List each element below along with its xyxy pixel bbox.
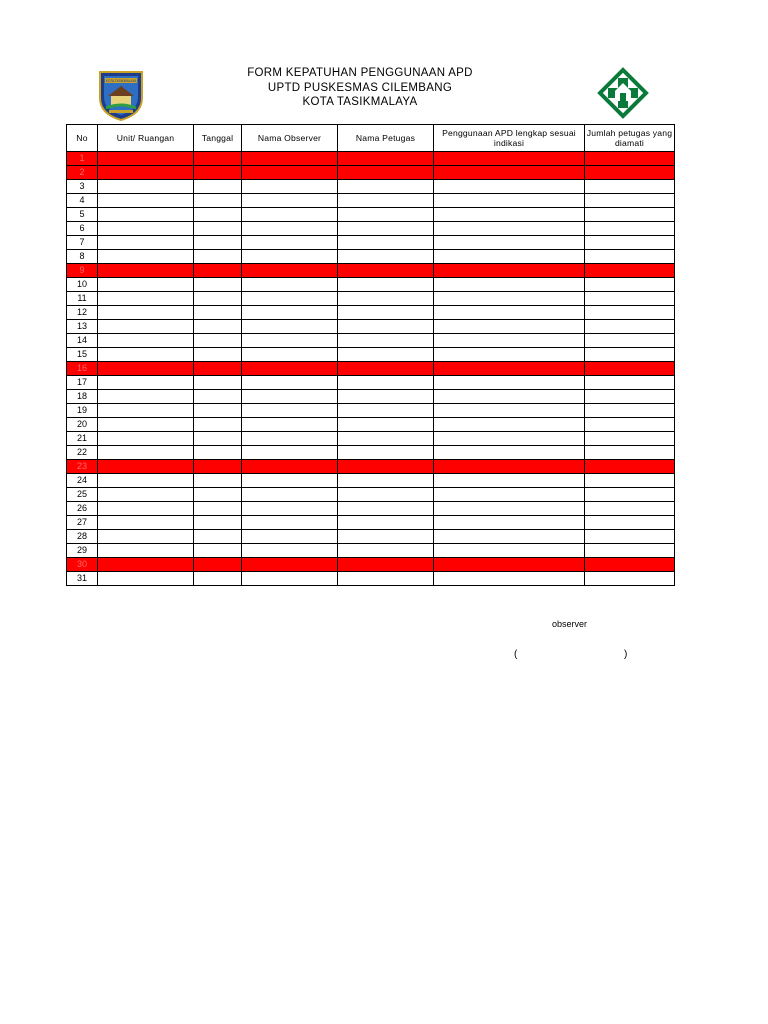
table-row [67, 194, 675, 208]
table-cell[interactable] [585, 292, 675, 306]
table-cell[interactable] [242, 278, 338, 292]
table-cell[interactable] [194, 376, 242, 390]
table-cell[interactable] [242, 362, 338, 376]
table-cell[interactable] [338, 404, 434, 418]
table-cell[interactable] [434, 516, 585, 530]
table-cell[interactable] [242, 390, 338, 404]
table-cell[interactable] [434, 348, 585, 362]
row-number: 31 [67, 572, 98, 586]
row-number: 22 [67, 446, 98, 460]
table-cell[interactable] [194, 334, 242, 348]
table-cell[interactable] [338, 166, 434, 180]
table-cell[interactable] [194, 236, 242, 250]
table-cell[interactable] [338, 516, 434, 530]
table-row [67, 264, 675, 278]
table-row [67, 572, 675, 586]
table-cell[interactable] [194, 180, 242, 194]
row-number: 30 [67, 558, 98, 572]
table-row [67, 362, 675, 376]
table-cell[interactable] [585, 348, 675, 362]
row-number: 25 [67, 488, 98, 502]
table-cell[interactable] [585, 390, 675, 404]
table-cell[interactable] [98, 152, 194, 166]
table-cell[interactable] [338, 334, 434, 348]
table-cell[interactable] [194, 460, 242, 474]
table-cell[interactable] [338, 292, 434, 306]
table-row [67, 376, 675, 390]
table-cell[interactable] [338, 558, 434, 572]
table-cell[interactable] [194, 488, 242, 502]
table-cell[interactable] [194, 432, 242, 446]
table-cell[interactable] [194, 572, 242, 586]
table-row [67, 306, 675, 320]
table-row [67, 558, 675, 572]
table-cell[interactable] [98, 558, 194, 572]
table-cell[interactable] [434, 292, 585, 306]
row-number: 12 [67, 306, 98, 320]
table-cell[interactable] [434, 530, 585, 544]
table-cell[interactable] [98, 166, 194, 180]
table-cell[interactable] [98, 348, 194, 362]
table-cell[interactable] [98, 572, 194, 586]
table-row [67, 432, 675, 446]
table-cell[interactable] [242, 180, 338, 194]
table-cell[interactable] [585, 362, 675, 376]
row-number: 7 [67, 236, 98, 250]
table-cell[interactable] [338, 544, 434, 558]
table-cell[interactable] [434, 502, 585, 516]
table-cell[interactable] [194, 208, 242, 222]
table-cell[interactable] [98, 390, 194, 404]
row-number: 11 [67, 292, 98, 306]
table-cell[interactable] [434, 222, 585, 236]
row-number: 13 [67, 320, 98, 334]
table-cell[interactable] [585, 180, 675, 194]
table-cell[interactable] [585, 432, 675, 446]
table-cell[interactable] [98, 320, 194, 334]
table-cell[interactable] [338, 208, 434, 222]
table-cell[interactable] [98, 530, 194, 544]
signature-close-paren: ) [624, 649, 628, 660]
table-cell[interactable] [194, 278, 242, 292]
table-cell[interactable] [338, 376, 434, 390]
row-number: 27 [67, 516, 98, 530]
table-cell[interactable] [338, 278, 434, 292]
table-cell[interactable] [242, 166, 338, 180]
table-cell[interactable] [338, 502, 434, 516]
table-cell[interactable] [242, 376, 338, 390]
table-cell[interactable] [242, 488, 338, 502]
table-cell[interactable] [585, 530, 675, 544]
apd-compliance-table [66, 124, 675, 586]
table-cell[interactable] [194, 446, 242, 460]
table-row [67, 502, 675, 516]
table-cell[interactable] [98, 334, 194, 348]
table-cell[interactable] [242, 572, 338, 586]
col-header-apd-usage: Penggunaan APD lengkap sesuai indikasi [434, 125, 585, 152]
table-cell[interactable] [434, 362, 585, 376]
table-row [67, 404, 675, 418]
row-number: 1 [67, 152, 98, 166]
table-cell[interactable] [194, 502, 242, 516]
row-number: 26 [67, 502, 98, 516]
table-cell[interactable] [585, 208, 675, 222]
table-cell[interactable] [585, 264, 675, 278]
table-cell[interactable] [98, 404, 194, 418]
table-cell[interactable] [194, 544, 242, 558]
table-row [67, 488, 675, 502]
table-cell[interactable] [434, 446, 585, 460]
table-cell[interactable] [585, 334, 675, 348]
table-cell[interactable] [585, 474, 675, 488]
row-number: 17 [67, 376, 98, 390]
table-cell[interactable] [98, 292, 194, 306]
row-number: 5 [67, 208, 98, 222]
table-cell[interactable] [194, 516, 242, 530]
table-cell[interactable] [98, 250, 194, 264]
city-emblem-logo [96, 68, 146, 122]
table-cell[interactable] [242, 432, 338, 446]
table-cell[interactable] [98, 362, 194, 376]
table-cell[interactable] [585, 544, 675, 558]
table-cell[interactable] [338, 446, 434, 460]
table-cell[interactable] [434, 376, 585, 390]
table-cell[interactable] [585, 572, 675, 586]
table-row [67, 250, 675, 264]
table-row [67, 222, 675, 236]
table-row [67, 460, 675, 474]
table-cell[interactable] [585, 404, 675, 418]
table-row [67, 278, 675, 292]
table-cell[interactable] [338, 152, 434, 166]
table-cell[interactable] [194, 194, 242, 208]
table-cell[interactable] [434, 488, 585, 502]
table-cell[interactable] [585, 418, 675, 432]
table-cell[interactable] [242, 530, 338, 544]
row-number: 28 [67, 530, 98, 544]
table-cell[interactable] [242, 152, 338, 166]
row-number: 16 [67, 362, 98, 376]
table-cell[interactable] [242, 194, 338, 208]
table-body [67, 152, 675, 586]
table-cell[interactable] [338, 194, 434, 208]
table-cell[interactable] [98, 194, 194, 208]
table-cell[interactable] [98, 544, 194, 558]
table-cell[interactable] [338, 306, 434, 320]
table-row [67, 544, 675, 558]
table-row [67, 390, 675, 404]
table-row [67, 348, 675, 362]
table-cell[interactable] [434, 194, 585, 208]
table-cell[interactable] [242, 474, 338, 488]
table-cell[interactable] [242, 306, 338, 320]
table-cell[interactable] [434, 250, 585, 264]
table-cell[interactable] [194, 264, 242, 278]
table-cell[interactable] [194, 292, 242, 306]
table-cell[interactable] [338, 418, 434, 432]
table-row [67, 530, 675, 544]
table-row [67, 208, 675, 222]
table-cell[interactable] [194, 152, 242, 166]
table-cell[interactable] [585, 558, 675, 572]
table-cell[interactable] [194, 362, 242, 376]
table-cell[interactable] [434, 544, 585, 558]
table-row [67, 516, 675, 530]
table-row [67, 334, 675, 348]
table-cell[interactable] [585, 152, 675, 166]
table-cell[interactable] [98, 446, 194, 460]
table-cell[interactable] [585, 166, 675, 180]
form-title: FORM KEPATUHAN PENGGUNAAN APD [247, 67, 473, 79]
city-emblem-icon [96, 68, 146, 122]
table-cell[interactable] [338, 348, 434, 362]
table-cell[interactable] [338, 572, 434, 586]
table-cell[interactable] [98, 306, 194, 320]
table-cell[interactable] [242, 516, 338, 530]
signature-open-paren: ( [514, 649, 518, 660]
row-number: 10 [67, 278, 98, 292]
table-cell[interactable] [242, 460, 338, 474]
table-cell[interactable] [242, 404, 338, 418]
table-cell[interactable] [98, 418, 194, 432]
row-number: 19 [67, 404, 98, 418]
table-cell[interactable] [98, 222, 194, 236]
row-number: 9 [67, 264, 98, 278]
table-cell[interactable] [585, 502, 675, 516]
col-header-staff: Nama Petugas [338, 125, 434, 152]
col-header-observer: Nama Observer [242, 125, 338, 152]
table-cell[interactable] [98, 460, 194, 474]
table-cell[interactable] [434, 208, 585, 222]
table-cell[interactable] [585, 222, 675, 236]
row-number: 29 [67, 544, 98, 558]
table-cell[interactable] [338, 264, 434, 278]
table-cell[interactable] [242, 446, 338, 460]
emblem-text: KOTA TASIKMALAYA [105, 79, 137, 83]
table-cell[interactable] [98, 502, 194, 516]
table-cell[interactable] [338, 460, 434, 474]
table-cell[interactable] [434, 166, 585, 180]
table-cell[interactable] [585, 488, 675, 502]
table-header-row [67, 125, 675, 152]
table-cell[interactable] [194, 418, 242, 432]
row-number: 20 [67, 418, 98, 432]
health-logo [597, 67, 649, 119]
form-subtitle-city: KOTA TASIKMALAYA [302, 96, 418, 108]
table-cell[interactable] [98, 208, 194, 222]
table-cell[interactable] [434, 334, 585, 348]
table-cell[interactable] [242, 208, 338, 222]
table-cell[interactable] [242, 558, 338, 572]
table-cell[interactable] [585, 320, 675, 334]
row-number: 2 [67, 166, 98, 180]
table-cell[interactable] [434, 474, 585, 488]
observer-label: observer [552, 619, 588, 629]
table-cell[interactable] [338, 222, 434, 236]
table-row [67, 418, 675, 432]
col-header-unit: Unit/ Ruangan [98, 125, 194, 152]
table-cell[interactable] [434, 432, 585, 446]
table-cell[interactable] [194, 306, 242, 320]
table-cell[interactable] [434, 180, 585, 194]
table-cell[interactable] [434, 152, 585, 166]
table-cell[interactable] [242, 264, 338, 278]
table-cell[interactable] [338, 530, 434, 544]
table-cell[interactable] [98, 474, 194, 488]
table-cell[interactable] [338, 390, 434, 404]
table-row [67, 446, 675, 460]
table-cell[interactable] [338, 474, 434, 488]
row-number: 6 [67, 222, 98, 236]
table-cell[interactable] [242, 236, 338, 250]
table-cell[interactable] [434, 418, 585, 432]
table-cell[interactable] [434, 264, 585, 278]
table-cell[interactable] [98, 376, 194, 390]
table-cell[interactable] [434, 404, 585, 418]
row-number: 23 [67, 460, 98, 474]
table-cell[interactable] [338, 488, 434, 502]
table-cell[interactable] [585, 446, 675, 460]
table-cell[interactable] [194, 530, 242, 544]
table-cell[interactable] [98, 278, 194, 292]
col-header-date: Tanggal [194, 125, 242, 152]
table-row [67, 166, 675, 180]
table-cell[interactable] [242, 250, 338, 264]
table-cell[interactable] [338, 320, 434, 334]
table-row [67, 320, 675, 334]
table-cell[interactable] [242, 418, 338, 432]
table-cell[interactable] [434, 572, 585, 586]
table-row [67, 474, 675, 488]
table-cell[interactable] [338, 236, 434, 250]
table-cell[interactable] [338, 432, 434, 446]
table-cell[interactable] [338, 362, 434, 376]
row-number: 21 [67, 432, 98, 446]
table-row [67, 152, 675, 166]
table-cell[interactable] [194, 222, 242, 236]
table-cell[interactable] [242, 348, 338, 362]
table-row [67, 236, 675, 250]
table-row [67, 292, 675, 306]
table-cell[interactable] [242, 502, 338, 516]
table-cell[interactable] [242, 544, 338, 558]
row-number: 18 [67, 390, 98, 404]
table-cell[interactable] [194, 166, 242, 180]
table-cell[interactable] [585, 376, 675, 390]
table-cell[interactable] [98, 236, 194, 250]
table-cell[interactable] [338, 250, 434, 264]
table-cell[interactable] [194, 390, 242, 404]
table-cell[interactable] [98, 432, 194, 446]
table-cell[interactable] [194, 558, 242, 572]
table-cell[interactable] [194, 348, 242, 362]
col-header-staff-count: Jumlah petugas yang diamati [585, 125, 675, 152]
table-cell[interactable] [434, 460, 585, 474]
table-cell[interactable] [585, 250, 675, 264]
row-number: 8 [67, 250, 98, 264]
table-cell[interactable] [434, 558, 585, 572]
table-cell[interactable] [585, 278, 675, 292]
table-cell[interactable] [242, 222, 338, 236]
table-cell[interactable] [434, 320, 585, 334]
table-cell[interactable] [585, 306, 675, 320]
row-number: 4 [67, 194, 98, 208]
table-cell[interactable] [98, 180, 194, 194]
table-cell[interactable] [585, 460, 675, 474]
table-cell[interactable] [194, 250, 242, 264]
table-cell[interactable] [434, 236, 585, 250]
health-cross-icon [597, 67, 649, 119]
row-number: 15 [67, 348, 98, 362]
table-row [67, 180, 675, 194]
table-cell[interactable] [434, 278, 585, 292]
table-cell[interactable] [434, 306, 585, 320]
table-cell[interactable] [585, 194, 675, 208]
col-header-no: No [67, 125, 98, 152]
table-cell[interactable] [242, 320, 338, 334]
table-cell[interactable] [242, 334, 338, 348]
table-cell[interactable] [585, 236, 675, 250]
row-number: 3 [67, 180, 98, 194]
row-number: 24 [67, 474, 98, 488]
table-cell[interactable] [338, 180, 434, 194]
table-cell[interactable] [194, 474, 242, 488]
table-cell[interactable] [242, 292, 338, 306]
table-cell[interactable] [98, 264, 194, 278]
table-cell[interactable] [194, 404, 242, 418]
table-cell[interactable] [98, 488, 194, 502]
form-subtitle-institution: UPTD PUSKESMAS CILEMBANG [267, 82, 453, 94]
table-cell[interactable] [585, 516, 675, 530]
table-cell[interactable] [98, 516, 194, 530]
table-cell[interactable] [194, 320, 242, 334]
row-number: 14 [67, 334, 98, 348]
table-cell[interactable] [434, 390, 585, 404]
